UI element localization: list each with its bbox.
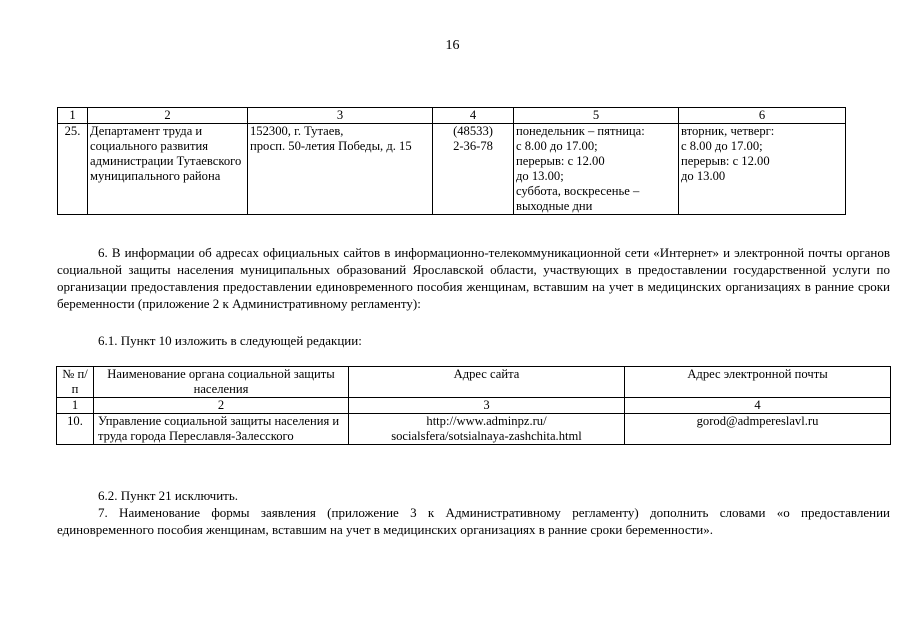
column-number-6: 6: [679, 108, 846, 124]
hours-line: вторник, четверг:: [681, 124, 775, 138]
table-index-row: [57, 398, 891, 414]
phone-number: 2-36-78: [453, 139, 493, 153]
hours-line: суббота, воскресенье –: [516, 184, 640, 198]
row-number: 25.: [58, 124, 88, 215]
table-row: [57, 414, 891, 445]
working-hours-main: [514, 124, 679, 215]
site-url-line: socialsfera/sotsialnaya-zashchita.html: [391, 429, 582, 443]
working-hours-extra: [679, 124, 846, 215]
table-header-row: [57, 367, 891, 398]
offices-table: [57, 107, 846, 215]
column-number-3: 3: [248, 108, 433, 124]
hours-line: с 8.00 до 17.00;: [681, 139, 763, 153]
organization-name: Департамент труда и социального развития администрации Тутаевского муниципального района: [88, 124, 248, 215]
hours-line: перерыв: с 12.00: [516, 154, 605, 168]
column-number-3: 3: [349, 398, 625, 414]
column-number-5: 5: [514, 108, 679, 124]
page-number: 16: [445, 38, 460, 53]
hours-line: перерыв: с 12.00: [681, 154, 770, 168]
hours-line: понедельник – пятница:: [516, 124, 645, 138]
address-line: 152300, г. Тутаев,: [250, 124, 344, 138]
row-number: 10.: [57, 414, 94, 445]
hours-line: до 13.00;: [516, 169, 564, 183]
paragraph-6-1: 6.1. Пункт 10 изложить в следующей редакции:: [98, 333, 362, 348]
column-number-1: 1: [58, 108, 88, 124]
column-number-1: 1: [57, 398, 94, 414]
hours-line: выходные дни: [516, 199, 593, 213]
organization-address: [248, 124, 433, 215]
column-number-2: 2: [94, 398, 349, 414]
phone-code: (48533): [453, 124, 493, 138]
organization-phone: [433, 124, 514, 215]
hours-line: с 8.00 до 17.00;: [516, 139, 598, 153]
email-address: gorod@admpereslavl.ru: [625, 414, 891, 445]
paragraph-6-2: 6.2. Пункт 21 исключить.: [98, 488, 239, 503]
paragraph-7: 7. Наименование формы заявления (приложение 3 к Административному регламенту) дополнить словами «о предоставлении единовременного пособия женщинам, вставшим на учет в медицинских организациях в ранние сроки беременности».: [57, 505, 890, 537]
header-number: № п/п: [57, 367, 94, 398]
column-number-2: 2: [88, 108, 248, 124]
table-row: [58, 124, 846, 215]
column-number-4: 4: [625, 398, 891, 414]
table-header-row: [58, 108, 846, 124]
header-organization: Наименование органа социальной защиты населения: [94, 367, 349, 398]
organization-name: Управление социальной защиты населения и труда города Переславля-Залесского: [94, 414, 349, 445]
paragraph-6: 6. В информации об адресах официальных сайтов в информационно-телекоммуникационной сети «Интернет» и электронной почты органов социальной защиты населения муниципальных образований Ярославской области, участвующих в предоставлении государственной услуги по организации предоставления предоставлении единовременного пособия женщинам, вставшим на учет в медицинских организациях в ранние сроки беременности (приложение 2 к Административному регламенту):: [57, 245, 890, 311]
header-site: Адрес сайта: [349, 367, 625, 398]
header-email: Адрес электронной почты: [625, 367, 891, 398]
address-line: просп. 50-летия Победы, д. 15: [250, 139, 412, 153]
hours-line: до 13.00: [681, 169, 726, 183]
websites-table: [56, 366, 891, 445]
site-url-line: http://www.adminpz.ru/: [426, 414, 547, 428]
site-address: [349, 414, 625, 445]
column-number-4: 4: [433, 108, 514, 124]
